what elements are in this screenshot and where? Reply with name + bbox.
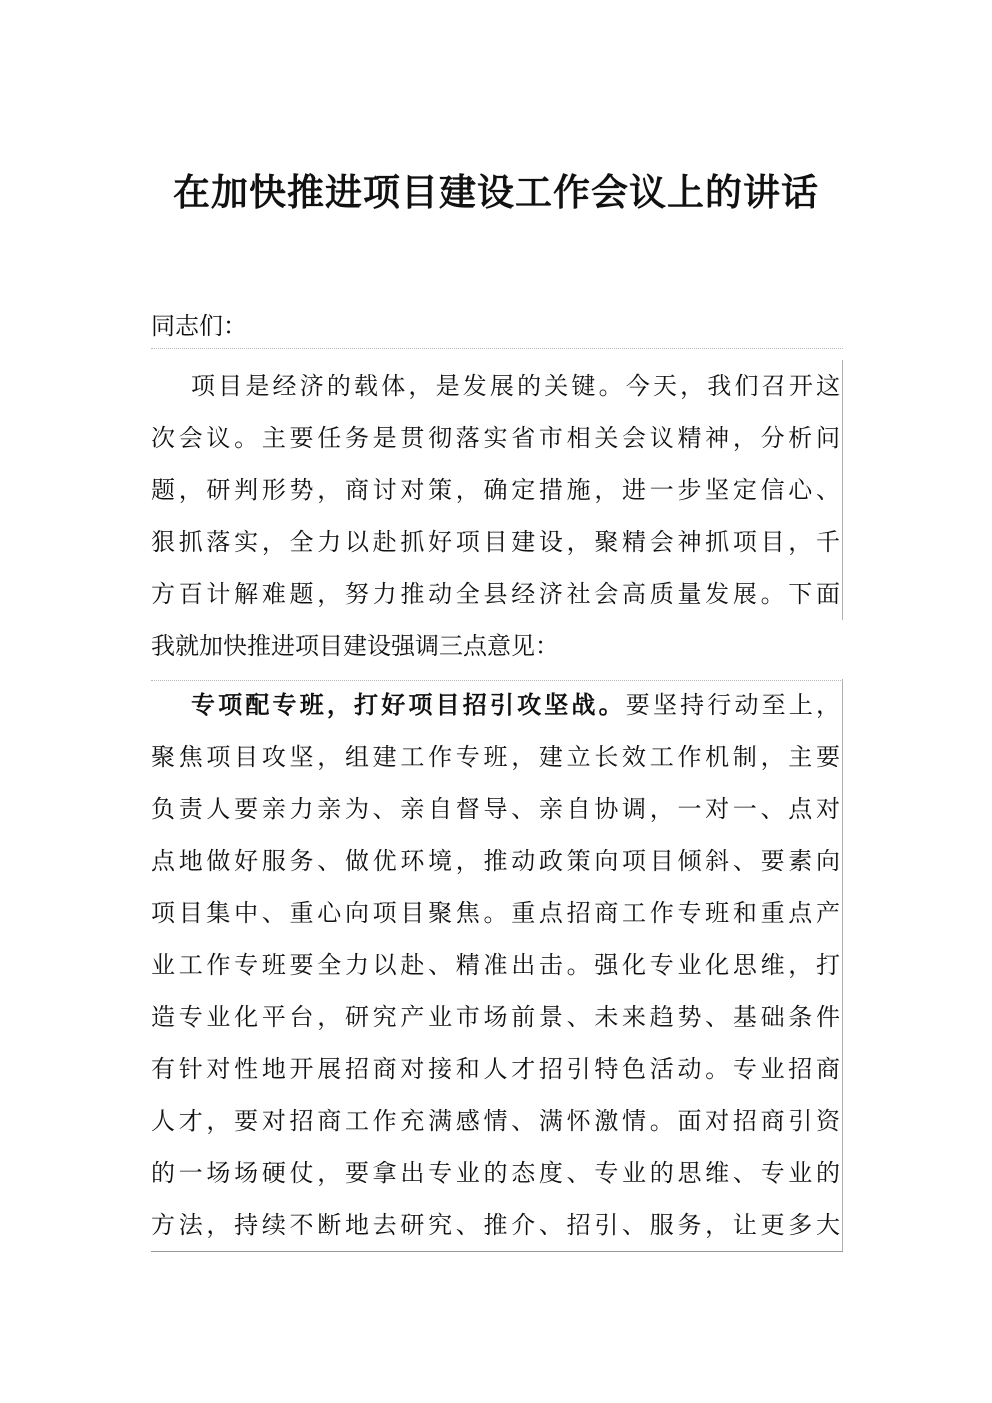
paragraph-line: 人才，要对招商工作充满感情、满怀激情。面对招商引资 <box>151 1095 843 1147</box>
point-heading: 专项配专班，打好项目招引攻坚战。 <box>191 691 626 719</box>
paragraph-line <box>151 679 843 731</box>
paragraph-line: 业工作专班要全力以赴、精准出击。强化专业化思维，打 <box>151 939 843 991</box>
paragraph-line: 的一场场硬仗，要拿出专业的态度、专业的思维、专业的 <box>151 1147 843 1199</box>
paragraph-line: 点地做好服务、做优环境，推动政策向项目倾斜、要素向 <box>151 835 843 887</box>
paragraph-line: 项目是经济的载体，是发展的关键。今天，我们召开这 <box>151 360 843 412</box>
paragraph-intro <box>151 360 843 681</box>
paragraph-line: 造专业化平台，研究产业市场前景、未来趋势、基础条件 <box>151 991 843 1043</box>
paragraph-line: 项目集中、重心向项目聚焦。重点招商工作专班和重点产 <box>151 887 843 939</box>
salutation: 同志们： <box>151 306 843 349</box>
point-heading-continuation: 要坚持行动至上， <box>625 691 840 719</box>
document-title: 在加快推进项目建设工作会议上的讲话 <box>173 170 819 214</box>
paragraph-point-one <box>151 679 843 1252</box>
paragraph-line: 我就加快推进项目建设强调三点意见： <box>151 632 559 660</box>
paragraph-line: 有针对性地开展招商对接和人才招引特色活动。专业招商 <box>151 1043 843 1095</box>
paragraph-line: 狠抓落实，全力以赴抓好项目建设，聚精会神抓项目，千 <box>151 516 843 568</box>
paragraph-line: 方法，持续不断地去研究、推介、招引、服务，让更多大 <box>151 1199 843 1251</box>
paragraph-line: 聚焦项目攻坚，组建工作专班，建立长效工作机制，主要 <box>151 731 843 783</box>
paragraph-line: 次会议。主要任务是贯彻落实省市相关会议精神，分析问 <box>151 412 843 464</box>
paragraph-line: 方百计解难题，努力推动全县经济社会高质量发展。下面 <box>151 568 843 620</box>
paragraph-line: 题，研判形势，商讨对策，确定措施，进一步坚定信心、 <box>151 464 843 516</box>
paragraph-line: 负责人要亲力亲为、亲自督导、亲自协调，一对一、点对 <box>151 783 843 835</box>
